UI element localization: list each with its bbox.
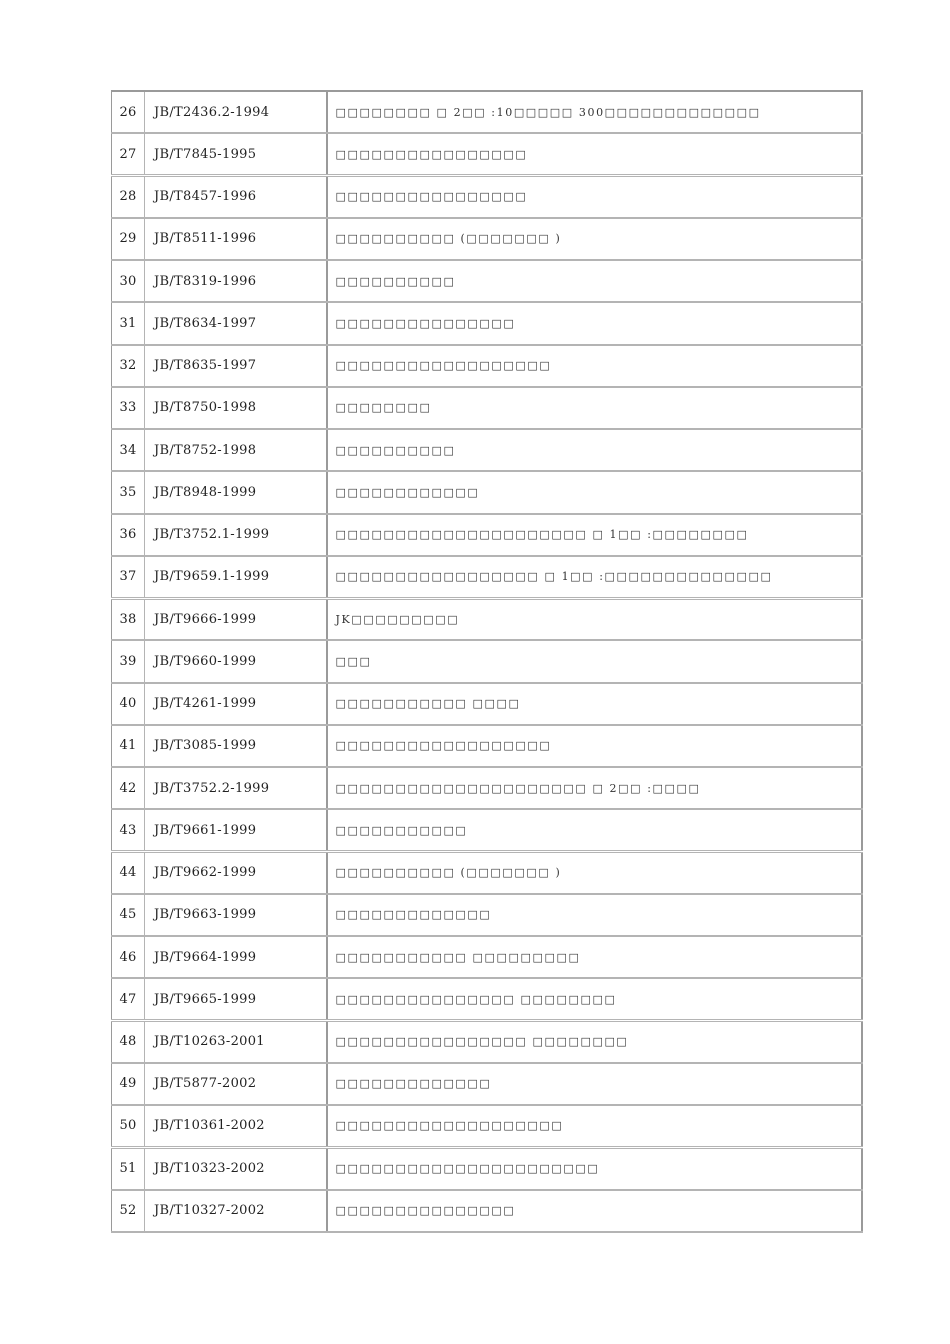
- standard-title: □□□□□□□□□□□□□□□□□ □ 1□□ :□□□□□□□□□□□□□□: [327, 556, 862, 598]
- standard-code: JB/T4261-1999: [145, 683, 327, 725]
- row-number: 41: [112, 725, 145, 767]
- table-row: [112, 1063, 862, 1105]
- standard-title: □□□□□□□□□□□□□□□□□□□□□ □ 2□□ :□□□□: [327, 767, 862, 809]
- standard-code: JB/T8750-1998: [145, 387, 327, 429]
- standard-code: JB/T9664-1999: [145, 936, 327, 978]
- row-number: 39: [112, 640, 145, 682]
- table-row: [112, 260, 862, 302]
- standard-code: JB/T10361-2002: [145, 1105, 327, 1147]
- standard-code: JB/T10323-2002: [145, 1147, 327, 1189]
- standard-title: □□□□□□□□□□□□□□□□□□□□□ □ 1□□ :□□□□□□□□: [327, 514, 862, 556]
- row-number: 37: [112, 556, 145, 598]
- row-number: 38: [112, 598, 145, 640]
- standard-title: □□□: [327, 640, 862, 682]
- standards-table-body: [112, 91, 862, 1232]
- standard-code: JB/T2436.2-1994: [145, 91, 327, 133]
- standard-title: □□□□□□□□□□□□□□□□ □□□□□□□□: [327, 1021, 862, 1063]
- standard-code: JB/T3085-1999: [145, 725, 327, 767]
- table-row: [112, 345, 862, 387]
- standard-title: □□□□□□□□□□□□□□□: [327, 302, 862, 344]
- standard-code: JB/T3752.1-1999: [145, 514, 327, 556]
- standard-title: JK□□□□□□□□□: [327, 598, 862, 640]
- row-number: 43: [112, 809, 145, 851]
- standard-title: □□□□□□□□□□□: [327, 809, 862, 851]
- standard-title: □□□□□□□□□□□□□□□□: [327, 133, 862, 175]
- table-row: [112, 91, 862, 133]
- table-row: [112, 852, 862, 894]
- standard-code: JB/T10263-2001: [145, 1021, 327, 1063]
- standard-code: JB/T5877-2002: [145, 1063, 327, 1105]
- row-number: 48: [112, 1021, 145, 1063]
- table-row: [112, 1147, 862, 1189]
- row-number: 32: [112, 345, 145, 387]
- standard-code: JB/T8752-1998: [145, 429, 327, 471]
- table-row: [112, 1190, 862, 1232]
- table-row: [112, 640, 862, 682]
- row-number: 28: [112, 176, 145, 218]
- standard-code: JB/T9666-1999: [145, 598, 327, 640]
- table-row: [112, 725, 862, 767]
- table-row: [112, 514, 862, 556]
- table-row: [112, 176, 862, 218]
- standards-table: [111, 90, 863, 1233]
- row-number: 27: [112, 133, 145, 175]
- table-row: [112, 598, 862, 640]
- row-number: 52: [112, 1190, 145, 1232]
- row-number: 33: [112, 387, 145, 429]
- row-number: 35: [112, 471, 145, 513]
- row-number: 29: [112, 218, 145, 260]
- standard-title: □□□□□□□□□□ (□□□□□□□ ): [327, 218, 862, 260]
- row-number: 40: [112, 683, 145, 725]
- row-number: 46: [112, 936, 145, 978]
- standard-title: □□□□□□□□□□□□□: [327, 1063, 862, 1105]
- row-number: 31: [112, 302, 145, 344]
- row-number: 34: [112, 429, 145, 471]
- standard-title: □□□□□□□□□□□□□□□: [327, 1190, 862, 1232]
- row-number: 36: [112, 514, 145, 556]
- table-row: [112, 218, 862, 260]
- table-row: [112, 894, 862, 936]
- standard-title: □□□□□□□□□□□□□□□□□□: [327, 345, 862, 387]
- table-row: [112, 387, 862, 429]
- table-row: [112, 133, 862, 175]
- standard-title: □□□□□□□□ □ 2□□ :10□□□□□ 300□□□□□□□□□□□□□: [327, 91, 862, 133]
- table-row: [112, 1021, 862, 1063]
- standard-code: JB/T9660-1999: [145, 640, 327, 682]
- table-row: [112, 683, 862, 725]
- standard-title: □□□□□□□□□□: [327, 260, 862, 302]
- standard-code: JB/T8635-1997: [145, 345, 327, 387]
- standard-code: JB/T7845-1995: [145, 133, 327, 175]
- standard-code: JB/T8457-1996: [145, 176, 327, 218]
- standard-title: □□□□□□□□□□: [327, 429, 862, 471]
- standard-code: JB/T8634-1997: [145, 302, 327, 344]
- row-number: 26: [112, 91, 145, 133]
- standard-title: □□□□□□□□□□□□□□□□□□: [327, 725, 862, 767]
- standard-title: □□□□□□□□□□□□□: [327, 894, 862, 936]
- standard-title: □□□□□□□□□□ (□□□□□□□ ): [327, 852, 862, 894]
- standard-title: □□□□□□□□□□□ □□□□: [327, 683, 862, 725]
- standard-title: □□□□□□□□□□□□□□□□: [327, 176, 862, 218]
- standard-title: □□□□□□□□□□□ □□□□□□□□□: [327, 936, 862, 978]
- row-number: 47: [112, 978, 145, 1020]
- standard-code: JB/T9659.1-1999: [145, 556, 327, 598]
- row-number: 45: [112, 894, 145, 936]
- standard-code: JB/T8319-1996: [145, 260, 327, 302]
- row-number: 42: [112, 767, 145, 809]
- standard-title: □□□□□□□□□□□□□□□ □□□□□□□□: [327, 978, 862, 1020]
- standard-code: JB/T9662-1999: [145, 852, 327, 894]
- row-number: 49: [112, 1063, 145, 1105]
- standard-code: JB/T3752.2-1999: [145, 767, 327, 809]
- row-number: 50: [112, 1105, 145, 1147]
- table-row: [112, 471, 862, 513]
- table-row: [112, 809, 862, 851]
- table-row: [112, 767, 862, 809]
- standard-code: JB/T9665-1999: [145, 978, 327, 1020]
- standard-title: □□□□□□□□: [327, 387, 862, 429]
- table-row: [112, 302, 862, 344]
- table-row: [112, 429, 862, 471]
- standard-code: JB/T8511-1996: [145, 218, 327, 260]
- standard-title: □□□□□□□□□□□□□□□□□□□: [327, 1105, 862, 1147]
- table-row: [112, 556, 862, 598]
- standard-code: JB/T10327-2002: [145, 1190, 327, 1232]
- table-row: [112, 936, 862, 978]
- row-number: 30: [112, 260, 145, 302]
- standard-code: JB/T9661-1999: [145, 809, 327, 851]
- table-row: [112, 1105, 862, 1147]
- row-number: 51: [112, 1147, 145, 1189]
- row-number: 44: [112, 852, 145, 894]
- standard-title: □□□□□□□□□□□□: [327, 471, 862, 513]
- standard-title: □□□□□□□□□□□□□□□□□□□□□□: [327, 1147, 862, 1189]
- standard-code: JB/T8948-1999: [145, 471, 327, 513]
- table-row: [112, 978, 862, 1020]
- standard-code: JB/T9663-1999: [145, 894, 327, 936]
